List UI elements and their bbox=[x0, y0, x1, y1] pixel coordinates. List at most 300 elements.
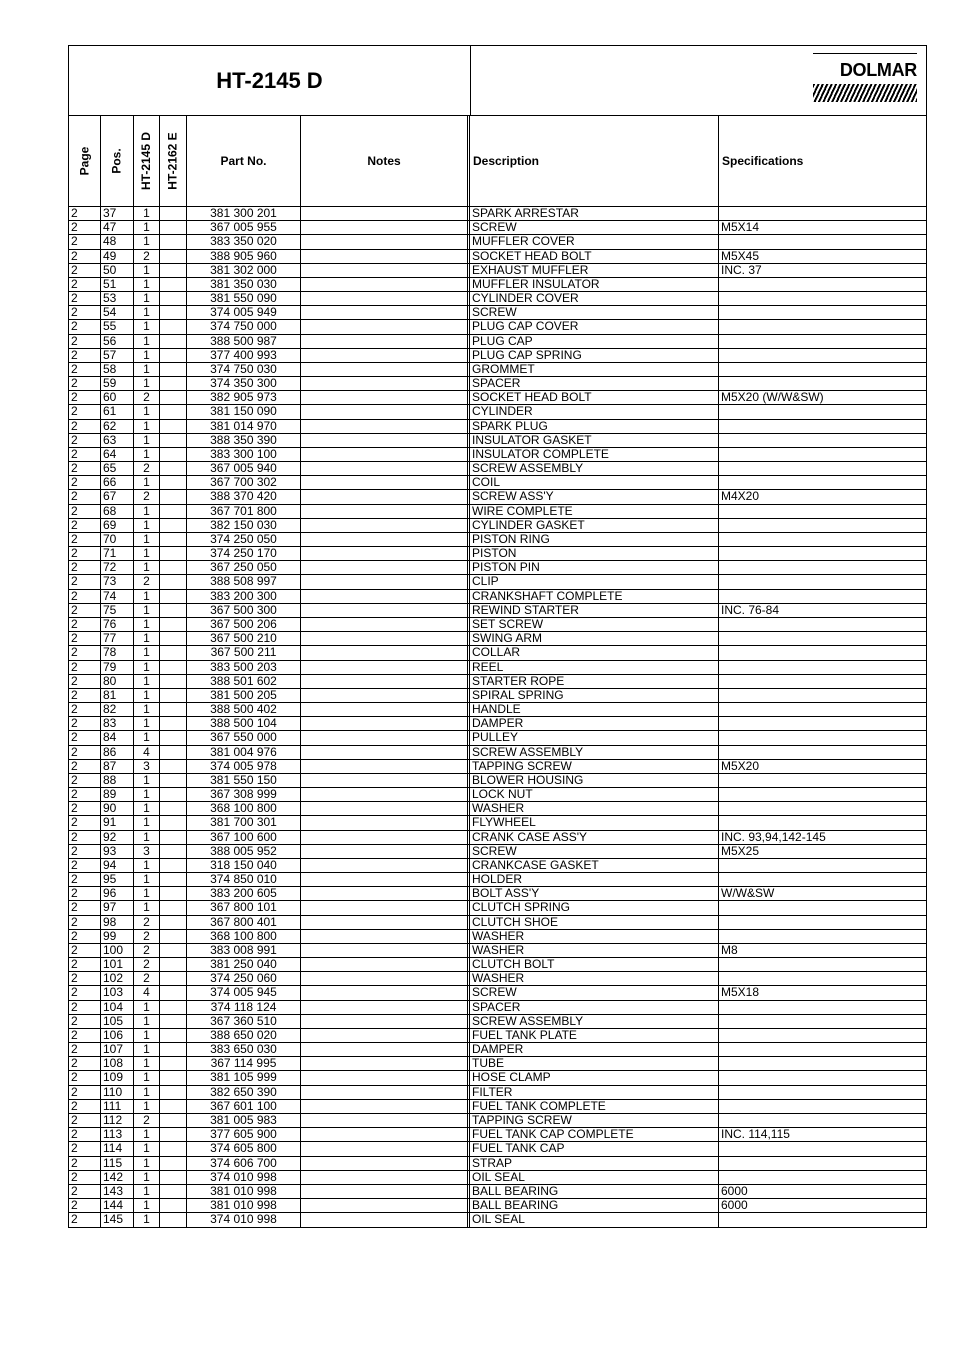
cell-description: WASHER bbox=[470, 944, 719, 957]
cell-page: 2 bbox=[69, 1100, 101, 1113]
cell-description: CLUTCH SPRING bbox=[470, 901, 719, 914]
cell-description: SPACER bbox=[470, 377, 719, 390]
cell-specification bbox=[719, 1015, 926, 1028]
cell-page: 2 bbox=[69, 363, 101, 376]
table-row bbox=[69, 377, 926, 391]
cell-notes bbox=[301, 774, 470, 787]
cell-specification bbox=[719, 207, 926, 220]
cell-qty-ht2162e bbox=[160, 1171, 187, 1184]
cell-qty-ht2162e bbox=[160, 547, 187, 560]
cell-pos: 101 bbox=[101, 958, 134, 971]
cell-qty-ht2145d: 1 bbox=[134, 731, 160, 744]
cell-notes bbox=[301, 561, 470, 574]
cell-specification bbox=[719, 561, 926, 574]
cell-description: SCREW ASSEMBLY bbox=[470, 462, 719, 475]
cell-page: 2 bbox=[69, 377, 101, 390]
cell-specification bbox=[719, 703, 926, 716]
cell-pos: 115 bbox=[101, 1157, 134, 1170]
cell-qty-ht2162e bbox=[160, 618, 187, 631]
cell-page: 2 bbox=[69, 1057, 101, 1070]
cell-notes bbox=[301, 533, 470, 546]
cell-notes bbox=[301, 547, 470, 560]
cell-page: 2 bbox=[69, 760, 101, 773]
cell-page: 2 bbox=[69, 292, 101, 305]
cell-pos: 49 bbox=[101, 250, 134, 263]
header-pos: Pos. bbox=[101, 116, 134, 206]
cell-description: REWIND STARTER bbox=[470, 604, 719, 617]
table-row bbox=[69, 505, 926, 519]
table-row bbox=[69, 1171, 926, 1185]
cell-description: HOLDER bbox=[470, 873, 719, 886]
cell-page: 2 bbox=[69, 519, 101, 532]
cell-qty-ht2145d: 1 bbox=[134, 335, 160, 348]
cell-specification bbox=[719, 505, 926, 518]
cell-part-no: 377 605 900 bbox=[187, 1128, 301, 1141]
cell-description: CYLINDER bbox=[470, 405, 719, 418]
table-row bbox=[69, 1128, 926, 1142]
cell-description: SCREW bbox=[470, 845, 719, 858]
cell-page: 2 bbox=[69, 1157, 101, 1170]
cell-description: SET SCREW bbox=[470, 618, 719, 631]
cell-description: MUFFLER COVER bbox=[470, 235, 719, 248]
cell-notes bbox=[301, 207, 470, 220]
column-header-row bbox=[69, 116, 926, 207]
cell-description: CLIP bbox=[470, 575, 719, 588]
table-row bbox=[69, 547, 926, 561]
cell-page: 2 bbox=[69, 1086, 101, 1099]
cell-pos: 86 bbox=[101, 746, 134, 759]
table-row bbox=[69, 320, 926, 334]
cell-part-no: 374 250 050 bbox=[187, 533, 301, 546]
table-row bbox=[69, 958, 926, 972]
cell-notes bbox=[301, 1057, 470, 1070]
cell-part-no: 388 500 402 bbox=[187, 703, 301, 716]
cell-specification: INC. 93,94,142-145 bbox=[721, 830, 826, 844]
cell-part-no: 383 300 100 bbox=[187, 448, 301, 461]
cell-qty-ht2162e bbox=[160, 746, 187, 759]
cell-part-no: 388 905 960 bbox=[187, 250, 301, 263]
cell-description: TAPPING SCREW bbox=[470, 1114, 719, 1127]
cell-qty-ht2145d: 1 bbox=[134, 420, 160, 433]
cell-qty-ht2145d: 1 bbox=[134, 774, 160, 787]
cell-pos: 50 bbox=[101, 264, 134, 277]
header-notes: Notes bbox=[301, 116, 470, 206]
cell-description: LOCK NUT bbox=[470, 788, 719, 801]
table-row bbox=[69, 774, 926, 788]
cell-qty-ht2145d: 1 bbox=[134, 1057, 160, 1070]
cell-qty-ht2162e bbox=[160, 434, 187, 447]
cell-qty-ht2145d: 1 bbox=[134, 434, 160, 447]
cell-qty-ht2162e bbox=[160, 845, 187, 858]
table-row bbox=[69, 292, 926, 306]
title-row bbox=[69, 46, 926, 116]
cell-qty-ht2145d: 1 bbox=[134, 533, 160, 546]
cell-notes bbox=[301, 519, 470, 532]
cell-qty-ht2162e bbox=[160, 377, 187, 390]
cell-qty-ht2145d: 1 bbox=[134, 306, 160, 319]
cell-notes bbox=[301, 816, 470, 829]
cell-description: PLUG CAP SPRING bbox=[470, 349, 719, 362]
cell-pos: 48 bbox=[101, 235, 134, 248]
cell-qty-ht2145d: 1 bbox=[134, 661, 160, 674]
cell-qty-ht2145d: 1 bbox=[134, 689, 160, 702]
cell-specification bbox=[719, 618, 926, 631]
cell-notes bbox=[301, 958, 470, 971]
cell-notes bbox=[301, 646, 470, 659]
cell-qty-ht2145d: 1 bbox=[134, 1213, 160, 1227]
cell-notes bbox=[301, 1157, 470, 1170]
cell-pos: 81 bbox=[101, 689, 134, 702]
cell-page: 2 bbox=[69, 618, 101, 631]
table-row bbox=[69, 462, 926, 476]
table-row bbox=[69, 1199, 926, 1213]
cell-qty-ht2145d: 1 bbox=[134, 1157, 160, 1170]
cell-description: STARTER ROPE bbox=[470, 675, 719, 688]
cell-pos: 88 bbox=[101, 774, 134, 787]
cell-notes bbox=[301, 250, 470, 263]
cell-qty-ht2145d: 1 bbox=[134, 292, 160, 305]
cell-part-no: 374 850 010 bbox=[187, 873, 301, 886]
cell-page: 2 bbox=[69, 944, 101, 957]
cell-specification: M5X18 bbox=[721, 986, 760, 1000]
cell-qty-ht2162e bbox=[160, 731, 187, 744]
cell-specification bbox=[719, 306, 926, 319]
cell-part-no: 381 500 205 bbox=[187, 689, 301, 702]
header-page: Page bbox=[69, 116, 101, 206]
table-row bbox=[69, 1100, 926, 1114]
cell-page: 2 bbox=[69, 335, 101, 348]
cell-qty-ht2162e bbox=[160, 448, 187, 461]
cell-notes bbox=[301, 930, 470, 943]
cell-pos: 68 bbox=[101, 505, 134, 518]
cell-description: PLUG CAP bbox=[470, 335, 719, 348]
table-row bbox=[69, 802, 926, 816]
cell-notes bbox=[301, 590, 470, 603]
cell-page: 2 bbox=[69, 717, 101, 730]
cell-specification bbox=[719, 405, 926, 418]
cell-pos: 91 bbox=[101, 816, 134, 829]
cell-pos: 95 bbox=[101, 873, 134, 886]
cell-notes bbox=[301, 462, 470, 475]
cell-qty-ht2145d: 1 bbox=[134, 320, 160, 333]
cell-page: 2 bbox=[69, 845, 101, 858]
cell-page: 2 bbox=[69, 1043, 101, 1056]
cell-pos: 61 bbox=[101, 405, 134, 418]
table-row bbox=[69, 1142, 926, 1156]
cell-pos: 55 bbox=[101, 320, 134, 333]
cell-pos: 53 bbox=[101, 292, 134, 305]
cell-qty-ht2145d: 1 bbox=[134, 448, 160, 461]
cell-specification bbox=[719, 434, 926, 447]
cell-qty-ht2162e bbox=[160, 930, 187, 943]
cell-description: COLLAR bbox=[470, 646, 719, 659]
dolmar-logo bbox=[813, 53, 917, 102]
cell-qty-ht2145d: 1 bbox=[134, 1029, 160, 1042]
cell-pos: 100 bbox=[101, 944, 134, 957]
cell-specification: INC. 114,115 bbox=[721, 1128, 790, 1142]
cell-page: 2 bbox=[69, 349, 101, 362]
cell-page: 2 bbox=[69, 1029, 101, 1042]
cell-pos: 65 bbox=[101, 462, 134, 475]
cell-description: CLUTCH BOLT bbox=[470, 958, 719, 971]
cell-description: CYLINDER COVER bbox=[470, 292, 719, 305]
cell-specification bbox=[719, 349, 926, 362]
cell-pos: 94 bbox=[101, 859, 134, 872]
cell-specification bbox=[719, 958, 926, 971]
cell-qty-ht2162e bbox=[160, 887, 187, 900]
cell-pos: 111 bbox=[101, 1100, 134, 1113]
cell-pos: 78 bbox=[101, 646, 134, 659]
cell-pos: 56 bbox=[101, 335, 134, 348]
document-title: HT-2145 D bbox=[69, 46, 471, 115]
cell-description: REEL bbox=[470, 661, 719, 674]
cell-part-no: 374 010 998 bbox=[187, 1171, 301, 1184]
cell-specification bbox=[719, 1213, 926, 1227]
cell-notes bbox=[301, 1001, 470, 1014]
cell-specification: M8 bbox=[721, 943, 738, 957]
cell-part-no: 374 005 978 bbox=[187, 760, 301, 773]
cell-description: PISTON PIN bbox=[470, 561, 719, 574]
cell-qty-ht2162e bbox=[160, 646, 187, 659]
cell-pos: 79 bbox=[101, 661, 134, 674]
cell-pos: 143 bbox=[101, 1185, 134, 1198]
cell-specification bbox=[719, 377, 926, 390]
cell-qty-ht2162e bbox=[160, 320, 187, 333]
cell-description: BOLT ASS'Y bbox=[470, 887, 719, 900]
cell-part-no: 367 250 050 bbox=[187, 561, 301, 574]
cell-specification bbox=[719, 901, 926, 914]
cell-part-no: 367 308 999 bbox=[187, 788, 301, 801]
cell-pos: 89 bbox=[101, 788, 134, 801]
logo-wordmark: DOLMAR bbox=[839, 60, 917, 80]
cell-part-no: 374 250 060 bbox=[187, 972, 301, 985]
cell-qty-ht2162e bbox=[160, 221, 187, 234]
table-row bbox=[69, 916, 926, 930]
cell-qty-ht2162e bbox=[160, 816, 187, 829]
table-row bbox=[69, 519, 926, 533]
cell-specification bbox=[719, 1114, 926, 1127]
cell-page: 2 bbox=[69, 420, 101, 433]
cell-part-no: 381 550 150 bbox=[187, 774, 301, 787]
cell-page: 2 bbox=[69, 448, 101, 461]
cell-description: WASHER bbox=[470, 930, 719, 943]
cell-qty-ht2145d: 3 bbox=[134, 760, 160, 773]
cell-specification bbox=[719, 1100, 926, 1113]
table-row bbox=[69, 1029, 926, 1043]
cell-description: SCREW ASS'Y bbox=[470, 490, 719, 503]
cell-qty-ht2162e bbox=[160, 490, 187, 503]
cell-pos: 142 bbox=[101, 1171, 134, 1184]
cell-pos: 80 bbox=[101, 675, 134, 688]
cell-description: GROMMET bbox=[470, 363, 719, 376]
cell-page: 2 bbox=[69, 1015, 101, 1028]
cell-qty-ht2162e bbox=[160, 831, 187, 844]
cell-qty-ht2145d: 1 bbox=[134, 618, 160, 631]
cell-qty-ht2162e bbox=[160, 505, 187, 518]
cell-pos: 106 bbox=[101, 1029, 134, 1042]
cell-description: SWING ARM bbox=[470, 632, 719, 645]
cell-description: COIL bbox=[470, 476, 719, 489]
cell-pos: 145 bbox=[101, 1213, 134, 1227]
cell-specification: M5X25 bbox=[721, 844, 760, 858]
cell-page: 2 bbox=[69, 1185, 101, 1198]
table-row bbox=[69, 717, 926, 731]
cell-page: 2 bbox=[69, 264, 101, 277]
table-row bbox=[69, 278, 926, 292]
cell-page: 2 bbox=[69, 320, 101, 333]
table-row bbox=[69, 1043, 926, 1057]
cell-part-no: 367 005 940 bbox=[187, 462, 301, 475]
cell-qty-ht2162e bbox=[160, 675, 187, 688]
table-row bbox=[69, 1071, 926, 1085]
cell-pos: 107 bbox=[101, 1043, 134, 1056]
cell-page: 2 bbox=[69, 646, 101, 659]
cell-qty-ht2145d: 1 bbox=[134, 873, 160, 886]
cell-qty-ht2162e bbox=[160, 944, 187, 957]
cell-page: 2 bbox=[69, 731, 101, 744]
cell-description: SCREW bbox=[470, 306, 719, 319]
cell-notes bbox=[301, 363, 470, 376]
cell-page: 2 bbox=[69, 831, 101, 844]
cell-page: 2 bbox=[69, 604, 101, 617]
cell-notes bbox=[301, 731, 470, 744]
cell-specification bbox=[719, 519, 926, 532]
cell-qty-ht2162e bbox=[160, 391, 187, 404]
cell-qty-ht2162e bbox=[160, 363, 187, 376]
cell-qty-ht2162e bbox=[160, 405, 187, 418]
cell-qty-ht2145d: 4 bbox=[134, 746, 160, 759]
cell-qty-ht2145d: 1 bbox=[134, 1043, 160, 1056]
cell-qty-ht2145d: 1 bbox=[134, 703, 160, 716]
cell-page: 2 bbox=[69, 250, 101, 263]
cell-description: CYLINDER GASKET bbox=[470, 519, 719, 532]
table-row bbox=[69, 845, 926, 859]
cell-qty-ht2162e bbox=[160, 1071, 187, 1084]
cell-notes bbox=[301, 632, 470, 645]
cell-qty-ht2145d: 1 bbox=[134, 476, 160, 489]
cell-specification bbox=[719, 859, 926, 872]
cell-description: HANDLE bbox=[470, 703, 719, 716]
cell-part-no: 388 501 602 bbox=[187, 675, 301, 688]
cell-notes bbox=[301, 420, 470, 433]
cell-notes bbox=[301, 575, 470, 588]
cell-page: 2 bbox=[69, 1213, 101, 1227]
table-row bbox=[69, 873, 926, 887]
cell-specification bbox=[719, 278, 926, 291]
table-row bbox=[69, 1213, 926, 1227]
cell-page: 2 bbox=[69, 916, 101, 929]
cell-qty-ht2162e bbox=[160, 717, 187, 730]
cell-part-no: 318 150 040 bbox=[187, 859, 301, 872]
cell-specification bbox=[719, 930, 926, 943]
table-row bbox=[69, 561, 926, 575]
cell-specification: INC. 37 bbox=[721, 263, 762, 277]
cell-qty-ht2145d: 2 bbox=[134, 250, 160, 263]
cell-qty-ht2162e bbox=[160, 760, 187, 773]
cell-qty-ht2162e bbox=[160, 519, 187, 532]
cell-description: BALL BEARING bbox=[470, 1185, 719, 1198]
cell-specification bbox=[719, 1086, 926, 1099]
cell-page: 2 bbox=[69, 873, 101, 886]
cell-page: 2 bbox=[69, 476, 101, 489]
cell-page: 2 bbox=[69, 235, 101, 248]
cell-qty-ht2162e bbox=[160, 264, 187, 277]
cell-page: 2 bbox=[69, 958, 101, 971]
cell-pos: 58 bbox=[101, 363, 134, 376]
cell-pos: 57 bbox=[101, 349, 134, 362]
cell-specification: W/W&SW bbox=[721, 887, 775, 901]
cell-qty-ht2162e bbox=[160, 859, 187, 872]
cell-pos: 82 bbox=[101, 703, 134, 716]
table-row bbox=[69, 1015, 926, 1029]
cell-part-no: 383 350 020 bbox=[187, 235, 301, 248]
cell-pos: 47 bbox=[101, 221, 134, 234]
cell-specification bbox=[719, 816, 926, 829]
cell-description: SCREW bbox=[470, 221, 719, 234]
cell-qty-ht2145d: 1 bbox=[134, 547, 160, 560]
cell-qty-ht2145d: 1 bbox=[134, 1015, 160, 1028]
logo-top-rule bbox=[813, 53, 917, 54]
cell-part-no: 381 300 201 bbox=[187, 207, 301, 220]
cell-page: 2 bbox=[69, 859, 101, 872]
cell-qty-ht2145d: 1 bbox=[134, 264, 160, 277]
cell-part-no: 383 500 203 bbox=[187, 661, 301, 674]
cell-part-no: 381 700 301 bbox=[187, 816, 301, 829]
table-row bbox=[69, 944, 926, 958]
cell-specification bbox=[719, 1001, 926, 1014]
cell-part-no: 367 360 510 bbox=[187, 1015, 301, 1028]
cell-notes bbox=[301, 1128, 470, 1141]
cell-part-no: 381 550 090 bbox=[187, 292, 301, 305]
cell-pos: 66 bbox=[101, 476, 134, 489]
cell-pos: 90 bbox=[101, 802, 134, 815]
cell-page: 2 bbox=[69, 1128, 101, 1141]
cell-notes bbox=[301, 235, 470, 248]
cell-page: 2 bbox=[69, 986, 101, 999]
table-row bbox=[69, 661, 926, 675]
table-row bbox=[69, 646, 926, 660]
cell-description: SCREW ASSEMBLY bbox=[470, 746, 719, 759]
cell-part-no: 381 004 976 bbox=[187, 746, 301, 759]
cell-notes bbox=[301, 335, 470, 348]
cell-description: SPACER bbox=[470, 1001, 719, 1014]
cell-pos: 75 bbox=[101, 604, 134, 617]
cell-qty-ht2145d: 2 bbox=[134, 930, 160, 943]
table-row bbox=[69, 1157, 926, 1171]
cell-description: DAMPER bbox=[470, 1043, 719, 1056]
cell-qty-ht2162e bbox=[160, 788, 187, 801]
cell-part-no: 367 701 800 bbox=[187, 505, 301, 518]
cell-notes bbox=[301, 1213, 470, 1227]
cell-qty-ht2145d: 1 bbox=[134, 1001, 160, 1014]
cell-page: 2 bbox=[69, 391, 101, 404]
cell-notes bbox=[301, 944, 470, 957]
header-model-ht2145d: HT-2145 D bbox=[134, 116, 160, 206]
cell-part-no: 377 400 993 bbox=[187, 349, 301, 362]
cell-notes bbox=[301, 349, 470, 362]
cell-qty-ht2162e bbox=[160, 462, 187, 475]
table-row bbox=[69, 675, 926, 689]
header-part-no: Part No. bbox=[187, 116, 301, 206]
cell-specification: M5X20 bbox=[721, 759, 760, 773]
cell-qty-ht2145d: 3 bbox=[134, 845, 160, 858]
cell-qty-ht2162e bbox=[160, 1128, 187, 1141]
cell-qty-ht2145d: 2 bbox=[134, 462, 160, 475]
cell-description: OIL SEAL bbox=[470, 1171, 719, 1184]
cell-part-no: 374 005 949 bbox=[187, 306, 301, 319]
cell-page: 2 bbox=[69, 561, 101, 574]
table-row bbox=[69, 1001, 926, 1015]
